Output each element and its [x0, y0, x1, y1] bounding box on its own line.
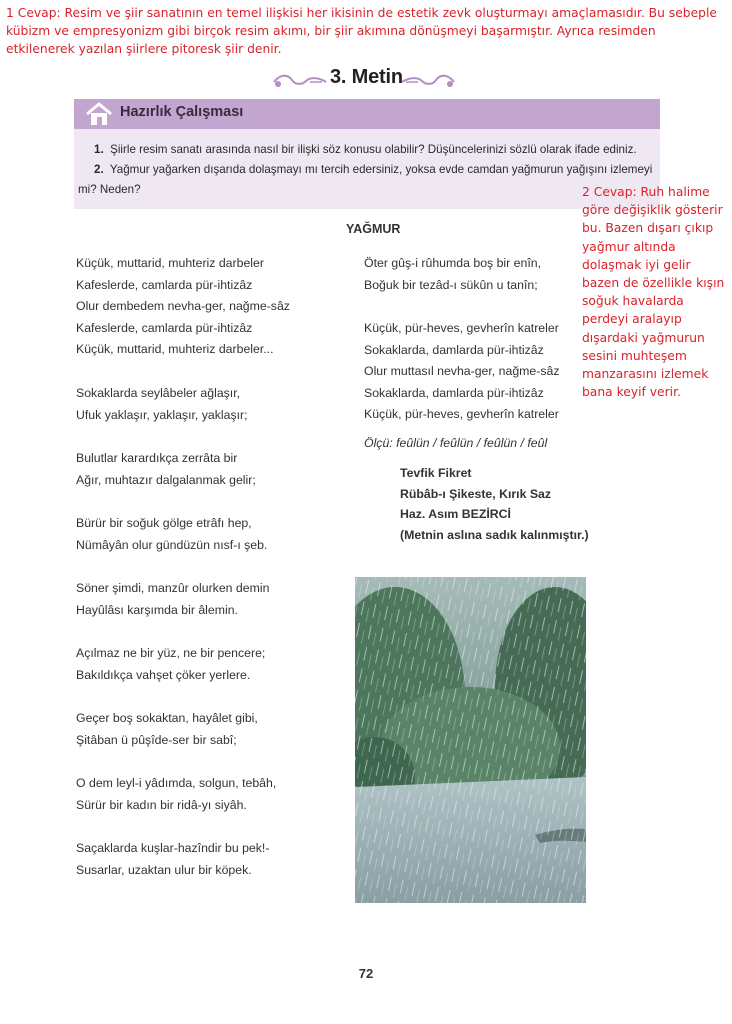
- poem-line: Küçük, muttarid, muhteriz darbeler: [76, 256, 264, 270]
- poem-stanza: [76, 773, 276, 816]
- poem-line: Sokaklarda, damlarda pür-ihtizâz: [364, 385, 544, 400]
- poem-meter: Ölçü: feûlün / feûlün / feûlün / feûl: [364, 436, 548, 450]
- poem-stanza: [364, 318, 559, 426]
- poem-line: Ufuk yaklaşır, yaklaşır, yaklaşır;: [76, 407, 248, 422]
- left-swirl-ornament: [270, 72, 330, 92]
- poem-line: Söner şimdi, manzûr olurken demin: [76, 581, 270, 595]
- poem-line: Sokaklarda seylâbeler ağlaşır,: [76, 386, 241, 400]
- poem-stanza: [364, 253, 541, 296]
- poem-line: Geçer boş sokaktan, hayâlet gibi,: [76, 711, 258, 725]
- answer-2-note: 2 Cevap: Ruh halime göre değişiklik gösterir bu. Bazen dışarı çıkıp yağmur altında dolaşmak iyi gelir bazen de özellikle kışın soğuk havalarda perdeyi aralayıp dışardaki yağmurun sesini muhteşem manzarasını izlemek bana keyif verir.: [582, 185, 725, 400]
- poem-line: Küçük, pür-heves, gevherîn katreler: [364, 321, 559, 335]
- credit-editor: Haz. Asım BEZİRCİ: [400, 507, 511, 521]
- poem-stanza: [76, 383, 248, 426]
- credit-note: (Metnin aslına sadık kalınmıştır.): [400, 527, 589, 542]
- poem-stanza: [76, 513, 267, 556]
- answer-1-note: 1 Cevap: Resim ve şiir sanatının en temel ilişkisi her ikisinin de estetik zevk oluşturmayı amaçlamasıdır. Bu sebeple kübizm ve empresyonizm gibi birçok resim akımı, bir şiir akımına dönüşmeyi başarmıştır. Ayrıca resimden etkilenerek yazılan şiirlere pitoresk şiir denir.: [6, 6, 717, 56]
- question-1-number: 1.: [94, 143, 104, 156]
- poem-line: Susarlar, uzaktan ulur bir köpek.: [76, 862, 252, 877]
- poem-line: Hayûlâsı karşımda bir âlemin.: [76, 602, 238, 617]
- poem-line: Olur dembedem nevha-ger, nağme-sâz: [76, 299, 290, 314]
- poem-title: YAĞMUR: [346, 222, 401, 236]
- prep-title: Hazırlık Çalışması: [120, 104, 244, 120]
- question-1-text: Şiirle resim sanatı arasında nasıl bir ilişki söz konusu olabilir? Düşüncelerinizi sözlü olarak ifade ediniz.: [110, 143, 637, 156]
- poem-line: Şitâban ü pûşîde-ser bir sabî;: [76, 732, 237, 747]
- poem-credits: [400, 463, 589, 545]
- prep-question-2: [78, 160, 658, 200]
- poem-line: Saçaklarda kuşlar-hazîndir bu pek!-: [76, 841, 270, 855]
- poem-stanza: [76, 448, 256, 491]
- poem-stanza: [76, 708, 258, 751]
- poem-line: Küçük, pür-heves, gevherîn katreler: [364, 407, 559, 422]
- poem-line: Boğuk bir tezâd-ı sükûn u tanîn;: [364, 277, 538, 292]
- poem-line: Öter gûş-i rûhumda boş bir enîn,: [364, 256, 542, 270]
- poem-line: Olur muttasıl nevha-ger, nağme-sâz: [364, 364, 560, 379]
- poem-line: Bakıldıkça vahşet çöker yerlere.: [76, 667, 251, 682]
- poem-line: Nümâyân olur gündüzün nısf-ı şeb.: [76, 537, 268, 552]
- poem-line: Küçük, muttarid, muhteriz darbeler...: [76, 342, 274, 357]
- house-icon: [84, 101, 114, 127]
- credit-author: Tevfik Fikret: [400, 466, 472, 480]
- section-title: 3. Metin: [330, 66, 403, 88]
- poem-stanza: [76, 578, 269, 621]
- poem-stanza: [76, 643, 265, 686]
- poem-line: Kafeslerde, camlarda pür-ihtizâz: [76, 320, 253, 335]
- question-2-text: Yağmur yağarken dışarıda dolaşmayı mı tercih edersiniz, yoksa evde camdan yağmurun yağışını izlemeyi mi? Neden?: [78, 163, 653, 196]
- poem-line: O dem leyl-i yâdımda, solgun, tebâh,: [76, 776, 277, 790]
- poem-stanza: [76, 838, 269, 881]
- poem-line: Sokaklarda, damlarda pür-ihtizâz: [364, 342, 544, 357]
- credit-book: Rübâb-ı Şikeste, Kırık Saz: [400, 486, 552, 501]
- poem-line: Kafeslerde, camlarda pür-ihtizâz: [76, 277, 253, 292]
- question-2-number: 2.: [94, 163, 104, 176]
- prep-question-1: [94, 140, 656, 160]
- rain-photo: [355, 577, 586, 903]
- poem-stanza: [76, 253, 290, 361]
- poem-line: Bürür bir soğuk gölge etrâfı hep,: [76, 516, 252, 530]
- poem-line: Açılmaz ne bir yüz, ne bir pencere;: [76, 646, 266, 660]
- poem-line: Sürür bir kadın bir ridâ-yı siyâh.: [76, 797, 247, 812]
- poem-line: Ağır, muhtazır dalgalanmak gelir;: [76, 472, 256, 487]
- page-number: 72: [358, 966, 374, 981]
- right-swirl-ornament: [398, 72, 458, 92]
- poem-line: Bulutlar karardıkça zerrâta bir: [76, 451, 238, 465]
